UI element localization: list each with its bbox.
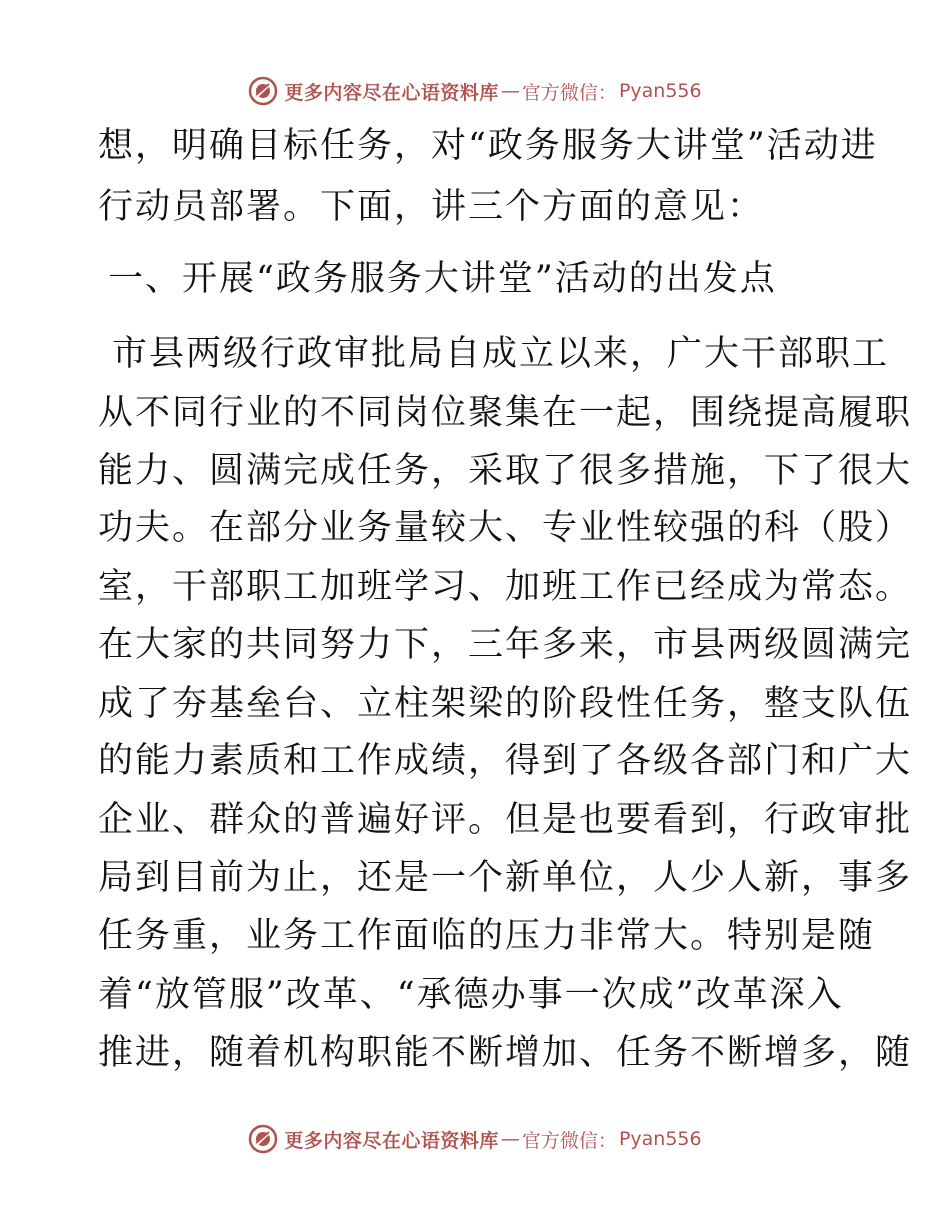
watermark-brand-text: 更多内容尽在心语资料库 [284, 1129, 499, 1152]
seal-logo-icon [248, 1124, 278, 1154]
watermark-separator: — [500, 80, 520, 102]
watermark-brand-text: 更多内容尽在心语资料库 [284, 81, 499, 104]
text-line: 着“放管服”改革、“承德办事一次成”改革深入 [98, 975, 844, 1015]
text-line: 行动员部署。下面，讲三个方面的意见： [98, 187, 765, 227]
footer-watermark [0, 1121, 950, 1157]
text-line: 局到目前为止，还是一个新单位，人少人新，事多 [98, 858, 913, 898]
text-line: 的能力素质和工作成绩，得到了各级各部门和广大 [98, 741, 913, 781]
text-line: 能力、圆满完成任务，采取了很多措施，下了很大 [98, 451, 913, 491]
text-line: 市县两级行政审批局自成立以来，广大干部职工 [112, 334, 890, 374]
text-line: 室，干部职工加班学习、加班工作已经成为常态。 [98, 567, 913, 607]
text-line: 在大家的共同努力下，三年多来，市县两级圆满完 [98, 625, 913, 665]
watermark-wechat-id: Pyan556 [618, 1128, 702, 1150]
text-line: 任务重，业务工作面临的压力非常大。特别是随 [98, 916, 876, 956]
watermark-wechat-label: 官方微信： [521, 1129, 617, 1152]
text-line: 从不同行业的不同岗位聚集在一起，围绕提高履职 [98, 393, 913, 433]
header-watermark [0, 73, 950, 109]
seal-logo-icon [248, 76, 278, 106]
text-line: 想，明确目标任务，对“政务服务大讲堂”活动进 [98, 126, 878, 166]
text-line: 企业、群众的普遍好评。但是也要看到，行政审批 [98, 800, 913, 840]
watermark-wechat-label: 官方微信： [521, 81, 617, 104]
text-line: 推进，随着机构职能不断增加、任务不断增多，随 [98, 1033, 913, 1073]
text-line: 成了夯基垒台、立柱架梁的阶段性任务，整支队伍 [98, 684, 913, 724]
text-line: 功夫。在部分业务量较大、专业性较强的科（股） [98, 508, 913, 548]
watermark-separator: — [500, 1128, 520, 1150]
section-heading: 一、开展“政务服务大讲堂”活动的出发点 [108, 259, 777, 299]
watermark-wechat-id: Pyan556 [618, 80, 702, 102]
